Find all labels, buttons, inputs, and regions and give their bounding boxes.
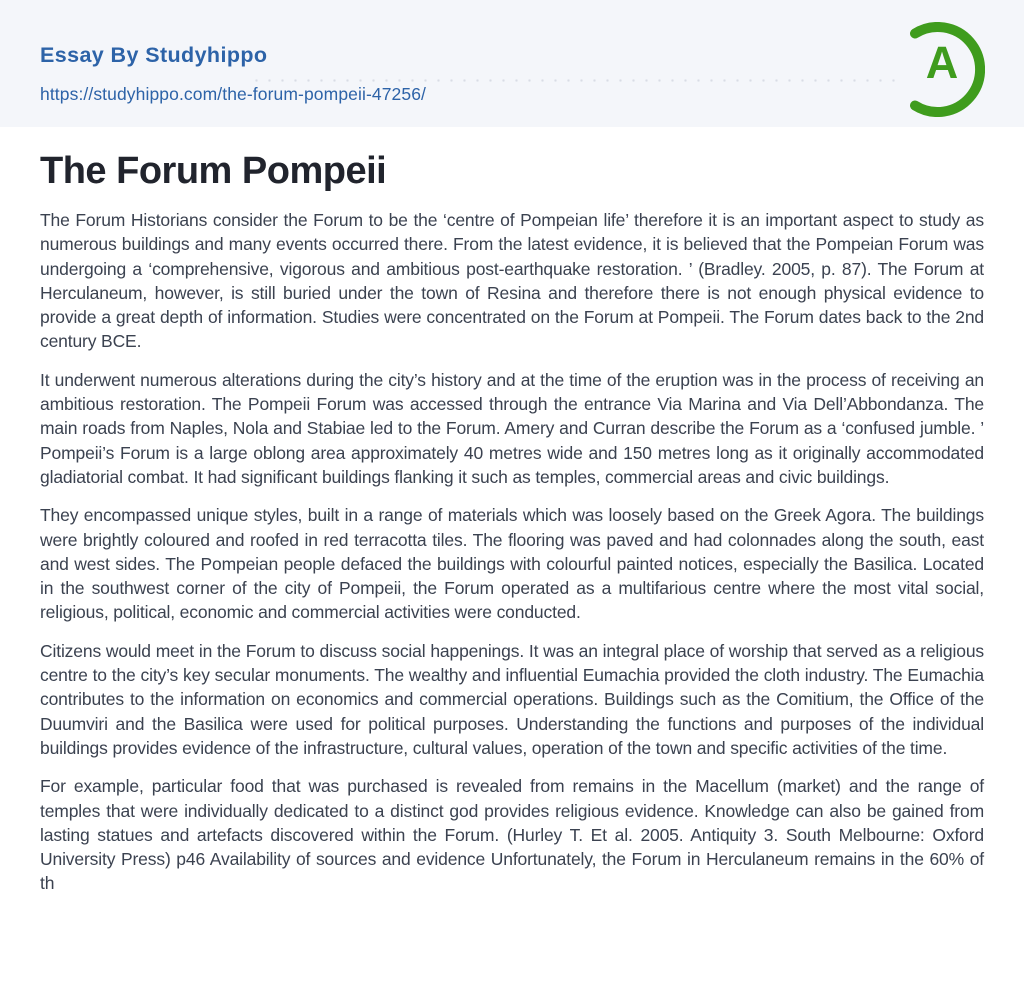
site-brand-title: Essay By Studyhippo [40,43,268,67]
studyhippo-logo [890,22,985,117]
essay-url-link[interactable]: https://studyhippo.com/the-forum-pompeii-47256/ [40,84,427,104]
essay-paragraph: Citizens would meet in the Forum to discuss social happenings. It was an integral place of worship that served as a religious centre to the city’s key secular monuments. The wealthy and influential Eumachia provided the cloth industry. The Eumachia contributes to the information on economics and commercial operations. Buildings such as the Comitium, the Office of the Duumviri and the Basilica were used for political purposes. Understanding the functions and purposes of the individual buildings provides evidence of the infrastructure, cultural values, operation of the town and specific activities of the time. [40,640,984,758]
dotted-divider [250,79,905,82]
header [0,0,1024,127]
essay-paragraph: It underwent numerous alterations during the city’s history and at the time of the eruption was in the process of receiving an ambitious restoration. The Pompeii Forum was accessed through the entrance Via Marina and Via Dell’Abbondanza. The main roads from Naples, Nola and Stabiae led to the Forum. Amery and Curran describe the Forum as a ‘confused jumble. ’ Pompeii’s Forum is a large oblong area approximately 40 metres wide and 150 metres long as it originally accommodated gladiatorial combat. It had significant buildings flanking it such as temples, commercial areas and civic buildings. [40,369,984,487]
essay-title: The Forum Pompeii [40,150,387,192]
logo-arc-icon [890,22,985,117]
essay-paragraph: The Forum Historians consider the Forum to be the ‘centre of Pompeian life’ therefore it is an important aspect to study as numerous buildings and many events occurred there. From the latest evidence, it is believed that the Pompeian Forum was undergoing a ‘comprehensive, vigorous and ambitious post-earthquake restoration. ’ (Bradley. 2005, p. 87). The Forum at Herculaneum, however, is still buried under the town of Resina and therefore there is not enough physical evidence to provide a great depth of information. Studies were concentrated on the Forum at Pompeii. The Forum dates back to the 2nd century BCE. [40,210,984,352]
essay-paragraph: For example, particular food that was purchased is revealed from remains in the Macellum (market) and the range of temples that were individually dedicated to a distinct god provides religious evidence. Knowledge can also be gained from lasting statues and artefacts discovered within the Forum. (Hurley T. Et al. 2005. Antiquity 3. South Melbourne: Oxford University Press) p46 Availability of sources and evidence Unfortunately, the Forum in Herculaneum remains in the 60% of th [40,776,984,894]
essay-content [0,150,1024,896]
essay-paragraph: They encompassed unique styles, built in a range of materials which was loosely based on the Greek Agora. The buildings were brightly coloured and roofed in red terracotta tiles. The flooring was paved and had colonnades along the south, east and west sides. The Pompeian people defaced the buildings with colourful painted notices, especially the Basilica. Located in the southwest corner of the city of Pompeii, the Forum operated as a multifarious centre where the most vital social, religious, political, economic and commercial activities were conducted. [40,505,984,623]
logo-letter: A [925,37,959,88]
